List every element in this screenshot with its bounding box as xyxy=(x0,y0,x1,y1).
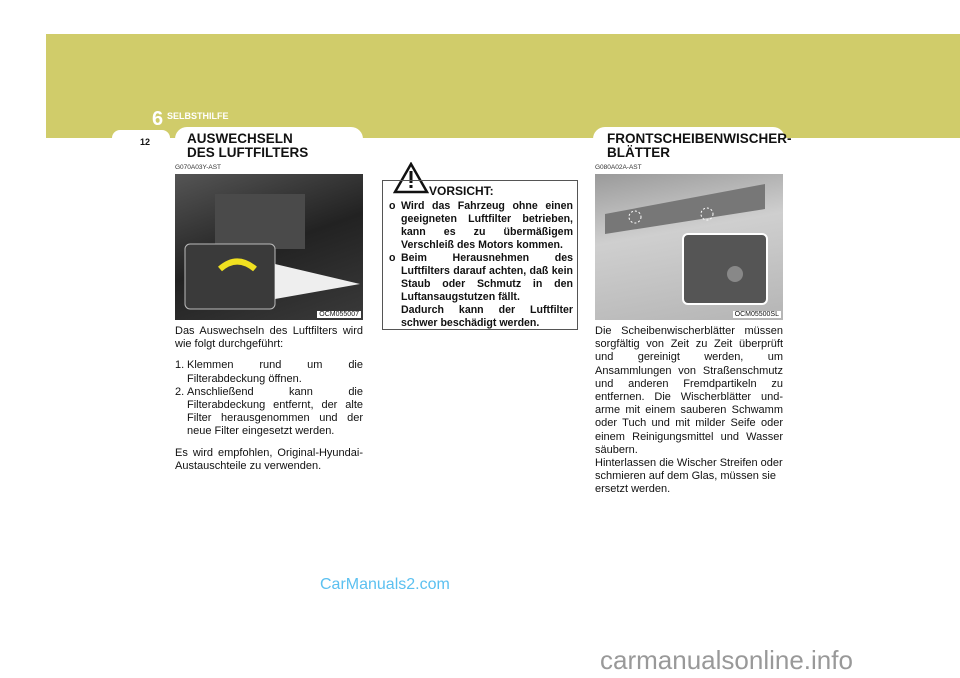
watermark-text[interactable]: carmanualsonline.info xyxy=(600,645,853,675)
step-item xyxy=(175,359,363,385)
paragraph: Hinterlassen die Wischer Streifen oder schmieren auf dem Glas, müssen sie ersetzt werden. xyxy=(595,457,783,496)
section-code: G080A02A-AST xyxy=(595,164,642,171)
right-heading xyxy=(607,132,792,160)
bullet: o xyxy=(389,200,396,212)
warning-text: Dadurch kann der Luftfilter schwer beschädigt werden. xyxy=(401,304,573,329)
header-band xyxy=(46,34,960,138)
warning-title: VORSICHT: xyxy=(429,184,494,198)
image-caption: OCM05500SL xyxy=(734,311,779,318)
step-text: Anschließend kann die Filterabdeckung entfernt, der alte Filter herausgenommen und der neue Filter eingesetzt werden. xyxy=(187,385,363,438)
right-body xyxy=(595,325,783,497)
step-text: Klemmen rund um die Filterabdeckung öffnen. xyxy=(187,359,363,385)
warning-item xyxy=(389,200,573,252)
paragraph: Die Scheibenwischerblätter müssen sorgfältig von Zeit zu Zeit überprüft und gereinigt werden, um Ansammlungen von Straßenschmutz und anderen Fremdpartikeln zu entfernen. Die Wischerblätter und-arme mit einem sauberen Schwamm oder Tuch und mit milder Seife oder einem Reinigungsmittel und Wasser säubern. xyxy=(595,325,783,456)
warning-text: Wird das Fahrzeug ohne einen geeigneten Luftfilter betrieben, kann es zu übermäßigem Verschleiß des Motors kommen. xyxy=(401,200,573,251)
step-number: 1. xyxy=(175,359,185,372)
chapter-label xyxy=(152,108,229,131)
warning-box xyxy=(382,180,578,330)
warning-item xyxy=(389,252,573,330)
page-number: 12 xyxy=(140,137,151,147)
air-filter-photo xyxy=(175,174,363,320)
left-body xyxy=(175,325,363,481)
image-caption: OCM055007 xyxy=(319,311,359,318)
left-heading xyxy=(187,132,308,160)
section-code: G070A03Y-AST xyxy=(175,164,222,171)
step-item xyxy=(175,386,363,439)
intro-text: Das Auswechseln des Luftfilters wird wie folgt durchgeführt: xyxy=(175,325,363,351)
warning-text: Beim Herausnehmen des Luftfilters darauf achten, daß kein Staub oder Schmutz in den Luftansaugstutzen fällt. xyxy=(401,252,573,303)
heading-line: BLÄTTER xyxy=(607,145,670,160)
heading-line: FRONTSCHEIBENWISCHER- xyxy=(607,131,792,146)
note-text: Es wird empfohlen, Original-Hyundai-Austauschteile zu verwenden. xyxy=(175,446,363,472)
heading-line: DES LUFTFILTERS xyxy=(187,145,309,160)
chapter-title: SELBSTHILFE xyxy=(167,111,229,121)
heading-line: AUSWECHSELN xyxy=(187,131,293,146)
step-number: 2. xyxy=(175,385,185,398)
bullet: o xyxy=(389,252,396,264)
chapter-number: 6 xyxy=(152,108,164,130)
watermark-link[interactable]: CarManuals2.com xyxy=(320,576,450,593)
wiper-photo xyxy=(595,174,783,320)
